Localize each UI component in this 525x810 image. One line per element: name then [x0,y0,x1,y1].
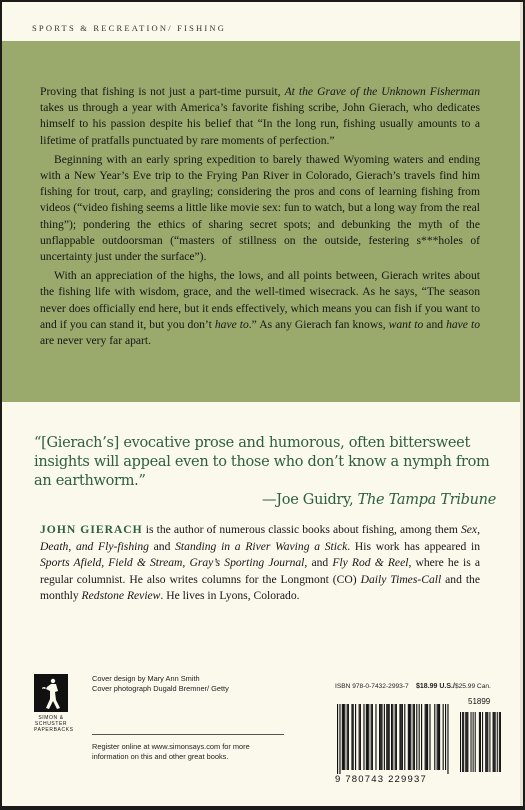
barcode-bar [445,704,446,770]
barcode-bar [425,704,426,770]
quote-author: —Joe Guidry, [262,492,358,508]
emphasis: have to [214,317,249,331]
barcode-bar [387,704,388,770]
category-label: SPORTS & RECREATION/ FISHING [32,23,227,33]
barcode-bar [368,704,369,770]
barcode-bar [342,704,343,770]
barcode-addon-bar [460,712,461,772]
barcode-bar [386,704,387,770]
quote-text: “[Gierach’s] evocative prose and humorous, often bittersweet insights will appeal even to those who don’t know a nymph from an earthworm.” [34,435,490,489]
text-run: , where he is a regular columnist. He also writes columns for the Longmont (CO) [40,556,480,586]
barcode-bar [355,704,356,770]
barcode-bar [381,704,382,770]
text-run: . His work has appeared in [347,539,480,553]
barcode-bar [447,704,448,774]
description-paragraph-1 [40,84,480,149]
text-run: and [148,539,176,553]
barcode-bar [337,704,338,774]
barcode-addon-bar [462,712,463,772]
barcode-bar [375,704,376,770]
barcode-bar [429,704,430,770]
barcode-bar [404,704,405,770]
barcode-addon-bar [487,712,488,772]
barcode-bar [348,704,349,770]
price-barcode-number: 51899 [468,697,491,706]
barcode-bar [396,704,397,770]
book-description [40,84,480,352]
barcode-bar [439,704,440,770]
barcode-bar [402,704,403,770]
author-name: JOHN GIERACH [40,523,143,536]
barcode-bar [409,704,410,770]
text-run: and [307,556,333,570]
description-paragraph-3 [40,268,480,349]
barcode-bar [379,704,380,770]
barcode-bar [343,704,344,770]
text-run: and the monthly [40,572,480,603]
barcode-bar [419,704,420,770]
barcode-bar [380,704,381,770]
description-paragraph-2: Beginning with an early spring expedition to barely thawed Wyoming waters and ending with a New Year’s Eve trip to the Frying Pan River in Colorado, Gierach’s travels find him fishing for trout, carp, and grayling; considering the pros and cons of learning fishing from videos (“video fishing seems a little like movie sex: fun to watch, but a long way from the real thing”); pondering the ethics of sharing secret spots; and debunking the myth of the unflappable outdoorsman (“masters of stillness on the outside, festering s***holes of uncertainty just under the surface”). [40,152,480,264]
emphasis: have to [446,317,480,331]
review-quote [34,434,496,510]
barcode-bar [392,704,393,770]
barcode-addon-bar [493,712,494,772]
text-run: Proving that fishing is not just a part-time pursuit, [40,85,285,98]
logo-line: PAPERBACKS [34,727,74,733]
barcode-addon-bar [473,712,474,772]
publisher-logo [34,674,74,738]
barcode-addon-bar [489,712,490,772]
barcode-addon-bar [485,712,486,772]
barcode-bar [372,704,373,770]
isbn-barcode [335,704,501,774]
barcode-bar [410,704,411,770]
divider [92,734,284,735]
barcode-addon-bar [465,712,466,772]
barcode-bar [438,704,439,770]
barcode-bar [384,704,385,770]
book-title: Standing in a River Waving a Stick [175,539,348,553]
cover-design-credit: Cover design by Mary Ann Smith [92,674,200,683]
isbn-price-line [335,683,491,690]
barcode-bar [353,704,354,770]
price-can: $25.99 Can. [454,683,491,690]
barcode-addon-bar [471,712,472,772]
book-title: Sex, Death, and Fly-fishing [40,523,480,553]
magazine-title: Daily Times-Call [360,572,442,586]
barcode-addon-bar [497,712,498,772]
barcode-bar [399,704,400,770]
barcode-bar [347,704,348,770]
magazine-title: Sports Afield, Field & Stream, Gray’s Sporting Journal, [40,556,308,570]
barcode-bar [360,704,361,770]
barcode-bar [416,704,417,770]
quote-source: The Tampa Tribune [357,492,496,508]
quote-attribution [34,491,496,510]
barcode-bar [389,704,390,770]
barcode-addon-bar [479,712,480,772]
cover-photo-credit: Cover photograph Dugald Bremner/ Getty [92,684,229,693]
book-title: At the Grave of the Unknown Fisherman [284,85,480,98]
text-run: . He lives in Lyons, Colorado. [160,589,300,603]
text-run: takes us through a year with America’s favorite fishing scribe, John Gierach, who dedicates himself to his passion despite his belief that “In the long run, fishing usually amounts to a lifetime of pratfalls punctuated by rare moments of perfection.” [40,101,480,147]
barcode-bar [421,704,422,770]
barcode-addon-bar [486,712,487,772]
barcode-bar [413,704,414,770]
barcode-bar [401,704,402,770]
barcode-bar [408,704,409,770]
barcode-addon-bar [499,712,500,772]
emphasis: want to [388,317,424,331]
text-run: With an appreciation of the highs, the lows, and all points between, Gierach writes about the fishing life with wisdom, grace, and the well-timed wisecrack. As he says, “The season never does officially end here, but it ends effectively, which means you can fish if you want to and if you can stand it, but you don’t [40,269,480,331]
barcode-addon-bar [494,712,495,772]
barcode-bar [359,704,360,770]
sower-logo-icon [34,674,68,712]
book-back-cover [2,2,523,806]
text-run: are never very far apart. [40,334,152,348]
barcode-bar [339,704,340,774]
barcode-addon-bar [480,712,481,772]
barcode-bar [426,704,427,770]
cover-credits [92,674,229,694]
barcode-bar [344,704,345,770]
barcode-addon-bar [475,712,476,772]
barcode-bar [427,704,428,770]
barcode-bar [437,704,438,770]
barcode-addon-bar [466,712,467,772]
barcode-bar [395,704,396,770]
barcode-bar [391,704,392,770]
barcode-bar [367,704,368,770]
publisher-logo-text [34,715,74,733]
price-us: $18.99 U.S./ [416,683,455,690]
text-run: .” As any Gierach fan knows, [248,317,389,331]
barcode-bar [351,704,352,770]
barcode-addon-bar [495,712,496,772]
author-bio [40,522,480,605]
logo-line: SCHUSTER [34,721,68,727]
barcode-bar [366,704,367,770]
isbn: ISBN 978-0-7432-2993-7 [335,683,409,690]
register-note: Register online at www.simonsays.com for more information on this and other great books. [92,742,250,761]
barcode-bar [443,704,444,770]
barcode-bar [434,704,435,770]
logo-line: SIMON & [38,715,64,721]
barcode-bar [363,704,364,770]
barcode-addon-bar [482,712,483,772]
barcode-number: 9 780743 229937 [335,774,427,785]
text-run: and [423,317,447,331]
magazine-title: Fly Rod & Reel [332,556,409,570]
text-run: is the author of numerous classic books about fishing, among them [142,523,461,536]
barcode-addon-bar [463,712,464,772]
barcode-bar [371,704,372,770]
magazine-title: Redstone Review [81,589,161,603]
barcode-addon-bar [500,712,501,772]
barcode-addon-bar [467,712,468,772]
barcode-bar [414,704,415,770]
